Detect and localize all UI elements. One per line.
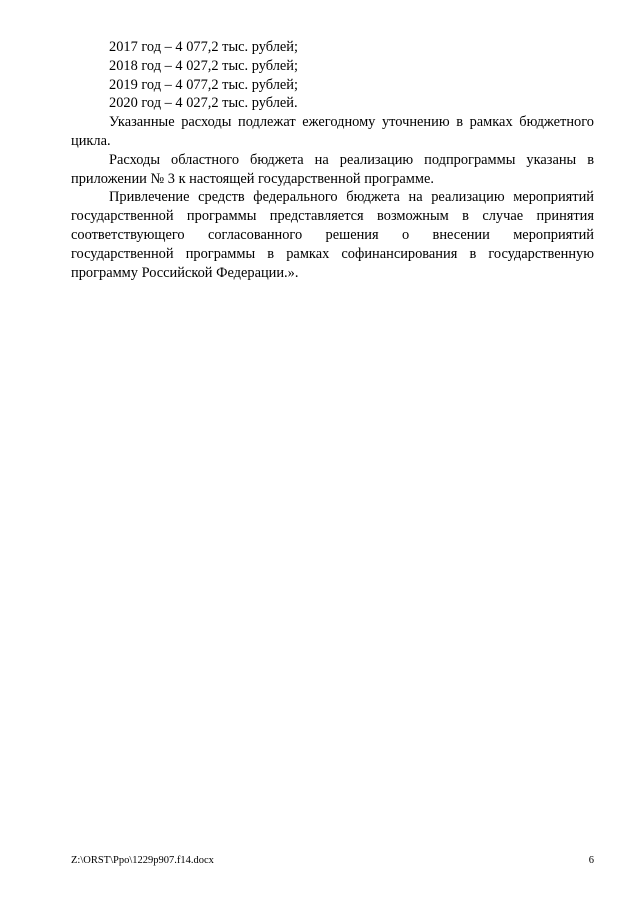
budget-line-2019: 2019 год – 4 077,2 тыс. рублей; — [109, 76, 298, 93]
budget-line-2020: 2020 год – 4 027,2 тыс. рублей. — [109, 95, 298, 112]
budget-line-2017: 2017 год – 4 077,2 тыс. рублей; — [109, 39, 298, 55]
footer-page-number: 6 — [588, 855, 594, 866]
paragraph-regional-budget: Расходы областного бюджета на реализацию подпрограммы указаны в приложении № 3 к настоящей государственной программе. — [71, 151, 594, 187]
document-body — [71, 38, 594, 282]
budget-line-2018: 2018 год – 4 027,2 тыс. рублей; — [109, 57, 298, 74]
footer-file-path: Z:\ORST\Ppo\1229p907.f14.docx — [71, 855, 214, 866]
paragraph-federal-funds: Привлечение средств федерального бюджета на реализацию мероприятий государственной программы представляется возможным в случае принятия соответствующего согласованного решения о внесении мероприятий государственной программы в рамках софинансирования в государственную программу Российской Федерации.». — [71, 189, 594, 281]
paragraph-budget-refinement: Указанные расходы подлежат ежегодному уточнению в рамках бюджетного цикла. — [71, 114, 594, 149]
